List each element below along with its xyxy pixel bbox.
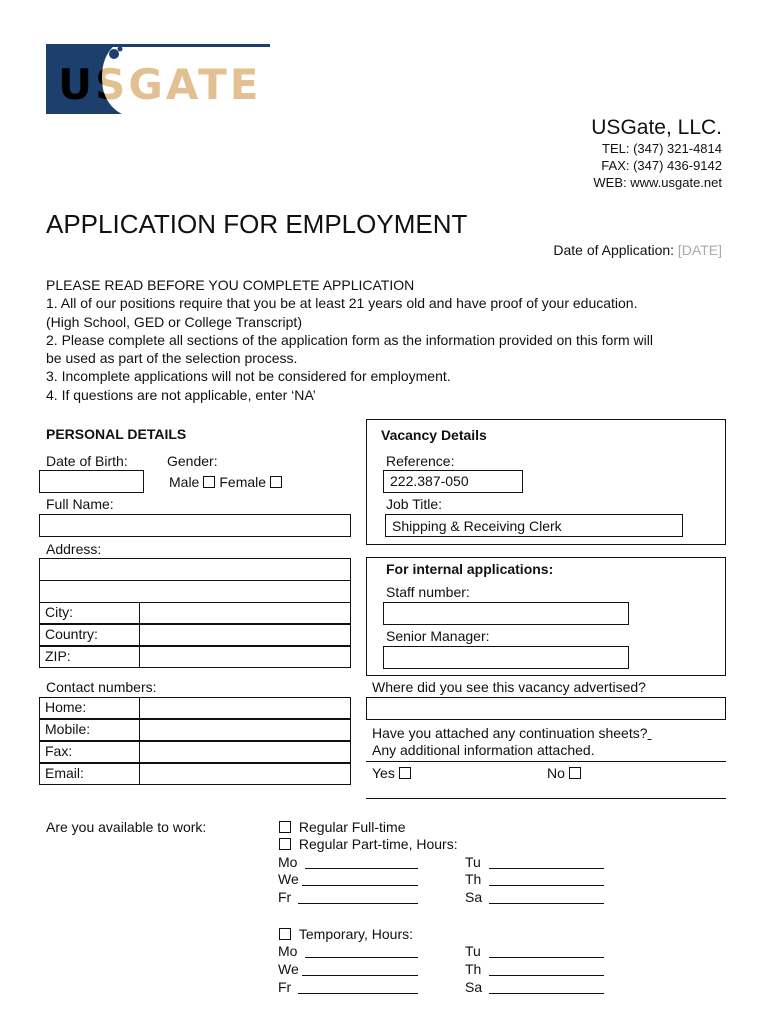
company-info bbox=[591, 116, 722, 191]
parttime-option bbox=[275, 835, 458, 853]
pt-mo-input[interactable] bbox=[305, 853, 418, 869]
company-name: USGate, LLC. bbox=[591, 116, 722, 139]
female-label: Female bbox=[219, 474, 267, 490]
gender-label: Gender: bbox=[167, 453, 218, 469]
fulltime-option bbox=[275, 818, 405, 836]
temporary-option bbox=[275, 925, 413, 943]
tmp-mo-label: Mo bbox=[278, 943, 298, 959]
reference-field[interactable] bbox=[383, 470, 523, 493]
temporary-checkbox[interactable] bbox=[279, 928, 291, 940]
pt-tu-input[interactable] bbox=[489, 853, 604, 869]
fulltime-checkbox[interactable] bbox=[279, 821, 291, 833]
tmp-we-label: We bbox=[278, 961, 299, 977]
parttime-label: Regular Part-time, Hours: bbox=[298, 836, 458, 852]
pt-tu-label: Tu bbox=[465, 854, 481, 870]
instruction-line: 1. All of our positions require that you be at least 21 years old and have proof of your education. bbox=[46, 295, 638, 312]
pt-fr-input[interactable] bbox=[298, 888, 418, 904]
no-label: No bbox=[547, 765, 565, 781]
fullname-input[interactable] bbox=[39, 514, 351, 537]
zip-row[interactable] bbox=[39, 646, 351, 668]
pt-th-label: Th bbox=[465, 871, 482, 887]
mobile-label: Mobile: bbox=[45, 721, 91, 737]
address-line1-input[interactable] bbox=[39, 558, 351, 581]
date-label: Date of Application: bbox=[553, 242, 675, 258]
job-title-label: Job Title: bbox=[386, 496, 443, 512]
contact-numbers-label: Contact numbers: bbox=[46, 679, 157, 695]
tmp-th-label: Th bbox=[465, 961, 482, 977]
divider bbox=[366, 761, 726, 762]
instruction-line: 2. Please complete all sections of the application form as the information provided on this form will bbox=[46, 331, 653, 348]
vacancy-heading: Vacancy Details bbox=[381, 427, 487, 443]
male-checkbox[interactable] bbox=[203, 476, 215, 488]
pt-fr-label: Fr bbox=[278, 889, 292, 905]
tmp-tu-label: Tu bbox=[465, 943, 481, 959]
gender-options bbox=[169, 473, 286, 491]
page-title: APPLICATION FOR EMPLOYMENT bbox=[46, 209, 468, 239]
continuation-question bbox=[372, 724, 651, 742]
parttime-checkbox[interactable] bbox=[279, 838, 291, 850]
pt-mo-label: Mo bbox=[278, 854, 298, 870]
senior-manager-label: Senior Manager: bbox=[386, 628, 490, 644]
no-option bbox=[547, 764, 585, 782]
instruction-line: 4. If questions are not applicable, enter ‘NA’ bbox=[46, 386, 316, 403]
mobile-phone-row[interactable] bbox=[39, 719, 351, 741]
male-label: Male bbox=[169, 474, 200, 490]
home-label: Home: bbox=[45, 699, 87, 715]
continuation-line2: Any additional information attached. bbox=[372, 742, 595, 758]
internal-heading: For internal applications: bbox=[386, 561, 554, 577]
female-checkbox[interactable] bbox=[270, 476, 282, 488]
date-of-application bbox=[553, 241, 722, 259]
city-row[interactable] bbox=[39, 602, 351, 624]
divider bbox=[366, 798, 726, 799]
tmp-tu-input[interactable] bbox=[489, 942, 604, 958]
company-tel: TEL: (347) 321-4814 bbox=[602, 141, 722, 156]
fulltime-label: Regular Full-time bbox=[298, 819, 406, 835]
senior-manager-input[interactable] bbox=[383, 646, 629, 669]
continuation-line1: Have you attached any continuation sheets? bbox=[372, 725, 648, 741]
dob-label: Date of Birth: bbox=[46, 453, 128, 469]
tmp-we-input[interactable] bbox=[302, 960, 418, 976]
fax-label: Fax: bbox=[45, 743, 73, 759]
personal-details-heading: PERSONAL DETAILS bbox=[46, 426, 187, 442]
dob-input[interactable] bbox=[39, 470, 144, 493]
advertised-input[interactable] bbox=[366, 697, 726, 720]
instructions bbox=[46, 276, 722, 404]
email-row[interactable] bbox=[39, 763, 351, 785]
pt-sa-input[interactable] bbox=[489, 888, 604, 904]
address-label: Address: bbox=[46, 541, 102, 557]
tmp-mo-input[interactable] bbox=[305, 942, 418, 958]
company-logo bbox=[46, 44, 270, 114]
instructions-heading: PLEASE READ BEFORE YOU COMPLETE APPLICATION bbox=[46, 277, 415, 293]
address-line2-input[interactable] bbox=[39, 580, 351, 603]
yes-label: Yes bbox=[372, 765, 395, 781]
date-value[interactable]: [DATE] bbox=[677, 242, 722, 258]
availability-label: Are you available to work: bbox=[46, 819, 207, 835]
logo-text: USGATE bbox=[58, 60, 262, 109]
yes-option bbox=[372, 764, 415, 782]
pt-th-input[interactable] bbox=[489, 870, 604, 886]
job-title-field[interactable] bbox=[385, 514, 683, 537]
job-title-value: Shipping & Receiving Clerk bbox=[392, 518, 562, 534]
staff-number-input[interactable] bbox=[383, 602, 629, 625]
temporary-label: Temporary, Hours: bbox=[298, 926, 413, 942]
city-label: City: bbox=[45, 604, 73, 620]
tmp-fr-label: Fr bbox=[278, 979, 292, 995]
tmp-fr-input[interactable] bbox=[298, 978, 418, 994]
fullname-label: Full Name: bbox=[46, 496, 114, 512]
instruction-line: be used as part of the selection process. bbox=[46, 350, 298, 367]
advertised-label: Where did you see this vacancy advertised? bbox=[372, 679, 646, 695]
pt-we-input[interactable] bbox=[302, 870, 418, 886]
company-fax: FAX: (347) 436-9142 bbox=[601, 158, 722, 173]
instruction-line: (High School, GED or College Transcript) bbox=[46, 313, 302, 330]
email-label: Email: bbox=[45, 765, 84, 781]
no-checkbox[interactable] bbox=[569, 767, 581, 779]
company-web: WEB: www.usgate.net bbox=[593, 175, 722, 190]
tmp-th-input[interactable] bbox=[489, 960, 604, 976]
pt-we-label: We bbox=[278, 871, 299, 887]
zip-label: ZIP: bbox=[45, 648, 71, 664]
fax-row[interactable] bbox=[39, 741, 351, 763]
tmp-sa-label: Sa bbox=[465, 979, 483, 995]
instruction-line: 3. Incomplete applications will not be considered for employment. bbox=[46, 368, 451, 385]
yes-checkbox[interactable] bbox=[399, 767, 411, 779]
country-row[interactable] bbox=[39, 624, 351, 646]
tmp-sa-input[interactable] bbox=[489, 978, 604, 994]
reference-label: Reference: bbox=[386, 453, 455, 469]
pt-sa-label: Sa bbox=[465, 889, 483, 905]
staff-number-label: Staff number: bbox=[386, 584, 470, 600]
country-label: Country: bbox=[45, 626, 98, 642]
reference-value: 222.387-050 bbox=[390, 473, 469, 489]
home-phone-row[interactable] bbox=[39, 697, 351, 719]
